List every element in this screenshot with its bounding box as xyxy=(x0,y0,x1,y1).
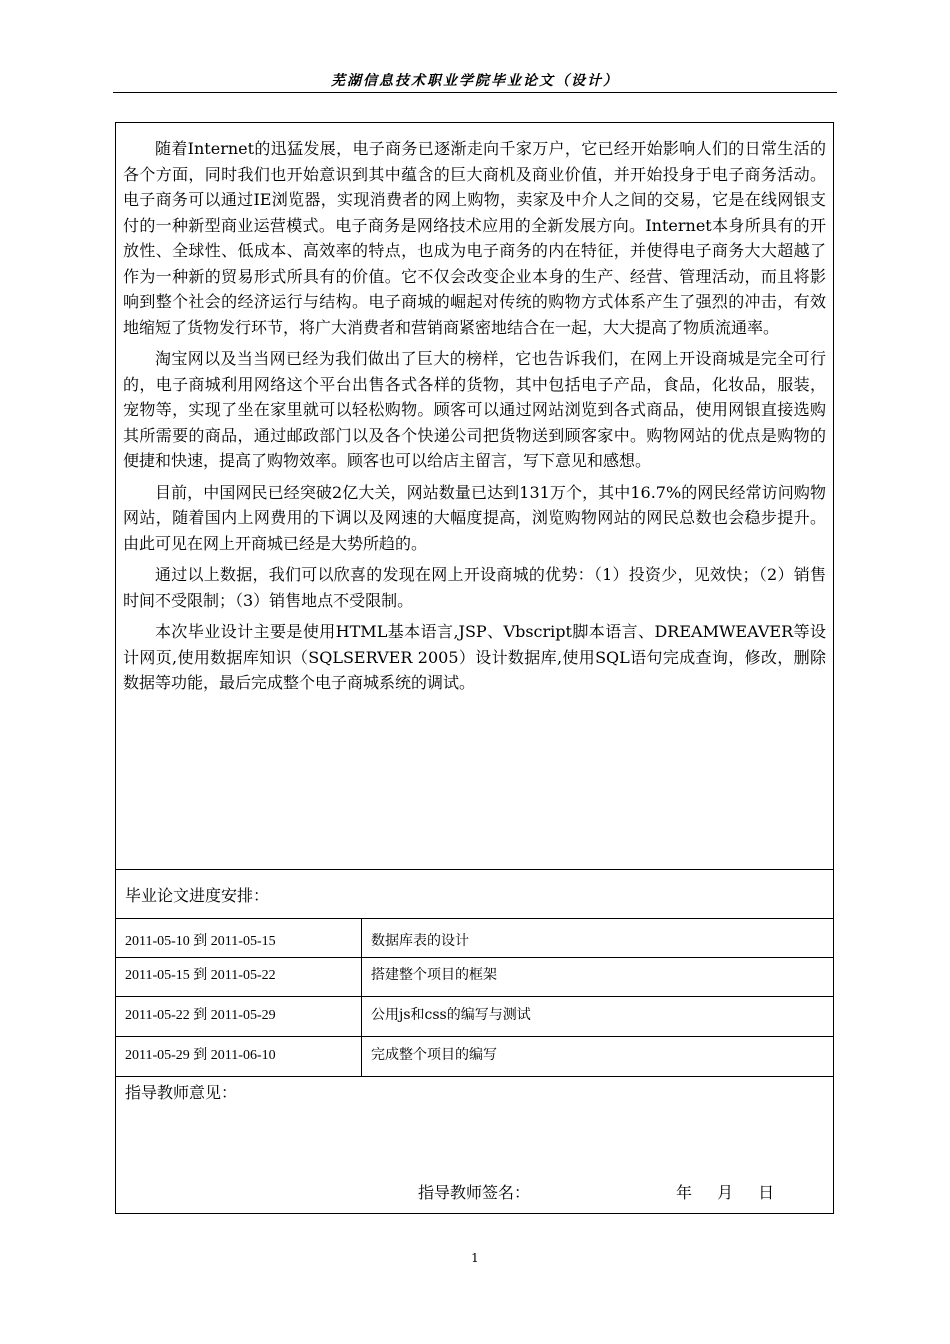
paragraph: 通过以上数据，我们可以欣喜的发现在网上开设商城的优势：（1）投资少，见效快；（2）销售时间不受限制；（3）销售地点不受限制。 xyxy=(123,565,826,610)
schedule-dates: 2011-05-15 到 2011-05-22 xyxy=(125,968,276,983)
schedule-task: 公用js和css的编写与测试 xyxy=(371,1007,531,1023)
paragraph: 随着Internet的迅猛发展，电子商务已逐渐走向千家万户，它已经开始影响人们的日常生活的各个方面，同时我们也开始意识到其中蕴含的巨大商机及商业价值，并开始投身于电子商务活动。电子商务可以通过IE浏览器，实现消费者的网上购物，卖家及中介人之间的交易，它是在线网银支付的一种新型商业运营模式。电子商务是网络技术应用的全新发展方向。Internet本身所具有的开放性、全球性、低成本、高效率的特点，也成为电子商务的内在特征，并使得电子商务大大超越了作为一种新的贸易形式所具有的价值。它不仅会改变企业本身的生产、经营、管理活动，而且将影响到整个社会的经济运行与结构。电子商城的崛起对传统的购物方式体系产生了强烈的冲击，有效地缩短了货物发行环节，将广大消费者和营销商紧密地结合在一起，大大提高了物质流通率。 xyxy=(123,139,826,337)
schedule-task: 数据库表的设计 xyxy=(371,933,469,949)
schedule-task: 完成整个项目的编写 xyxy=(371,1047,497,1063)
page-header: 芜湖信息技术职业学院毕业论文（设计） xyxy=(331,73,619,89)
advisor-signature-label: 指导教师签名： xyxy=(418,1183,531,1202)
page-number: 1 xyxy=(471,1251,479,1265)
schedule-dates: 2011-05-10 到 2011-05-15 xyxy=(125,934,276,949)
schedule-title: 毕业论文进度安排： xyxy=(125,886,270,905)
paragraph: 本次毕业设计主要是使用HTML基本语言,JSP、Vbscript脚本语言、DREAMWEAVER等设计网页,使用数据库知识（SQLSERVER 2005）设计数据库,使用SQL语句完成查询，修改，删除数据等功能，最后完成整个电子商城系统的调试。 xyxy=(123,622,826,692)
schedule-dates: 2011-05-22 到 2011-05-29 xyxy=(125,1008,276,1023)
paragraph: 淘宝网以及当当网已经为我们做出了巨大的榜样，它也告诉我们，在网上开设商城是完全可行的，电子商城利用网络这个平台出售各式各样的货物，其中包括电子产品，食品，化妆品，服装，宠物等，实现了坐在家里就可以轻松购物。顾客可以通过网站浏览到各式商品，使用网银直接选购其所需要的商品，通过邮政部门以及各个快递公司把货物送到顾客家中。购物网站的优点是购物的便捷和快速，提高了购物效率。顾客也可以给店主留言，写下意见和感想。 xyxy=(123,349,826,470)
column-divider xyxy=(361,918,362,1076)
signature-date: 年 月 日 xyxy=(676,1183,775,1202)
paragraph: 目前，中国网民已经突破2亿大关，网站数量已达到131万个，其中16.7%的网民经常访问购物网站，随着国内上网费用的下调以及网速的大幅度提高，浏览购物网站的网民总数也会稳步提升。由此可见在网上开商城已经是大势所趋的。 xyxy=(123,482,826,553)
schedule-task: 搭建整个项目的框架 xyxy=(371,967,497,983)
table-row xyxy=(115,1032,834,1072)
table-row xyxy=(115,992,834,1032)
divider xyxy=(115,1076,834,1077)
divider xyxy=(115,869,834,870)
table-row xyxy=(115,952,834,992)
header-rule xyxy=(113,92,837,93)
body-text xyxy=(123,136,826,702)
advisor-opinion-label: 指导教师意见： xyxy=(125,1083,238,1102)
schedule-dates: 2011-05-29 到 2011-06-10 xyxy=(125,1048,276,1063)
